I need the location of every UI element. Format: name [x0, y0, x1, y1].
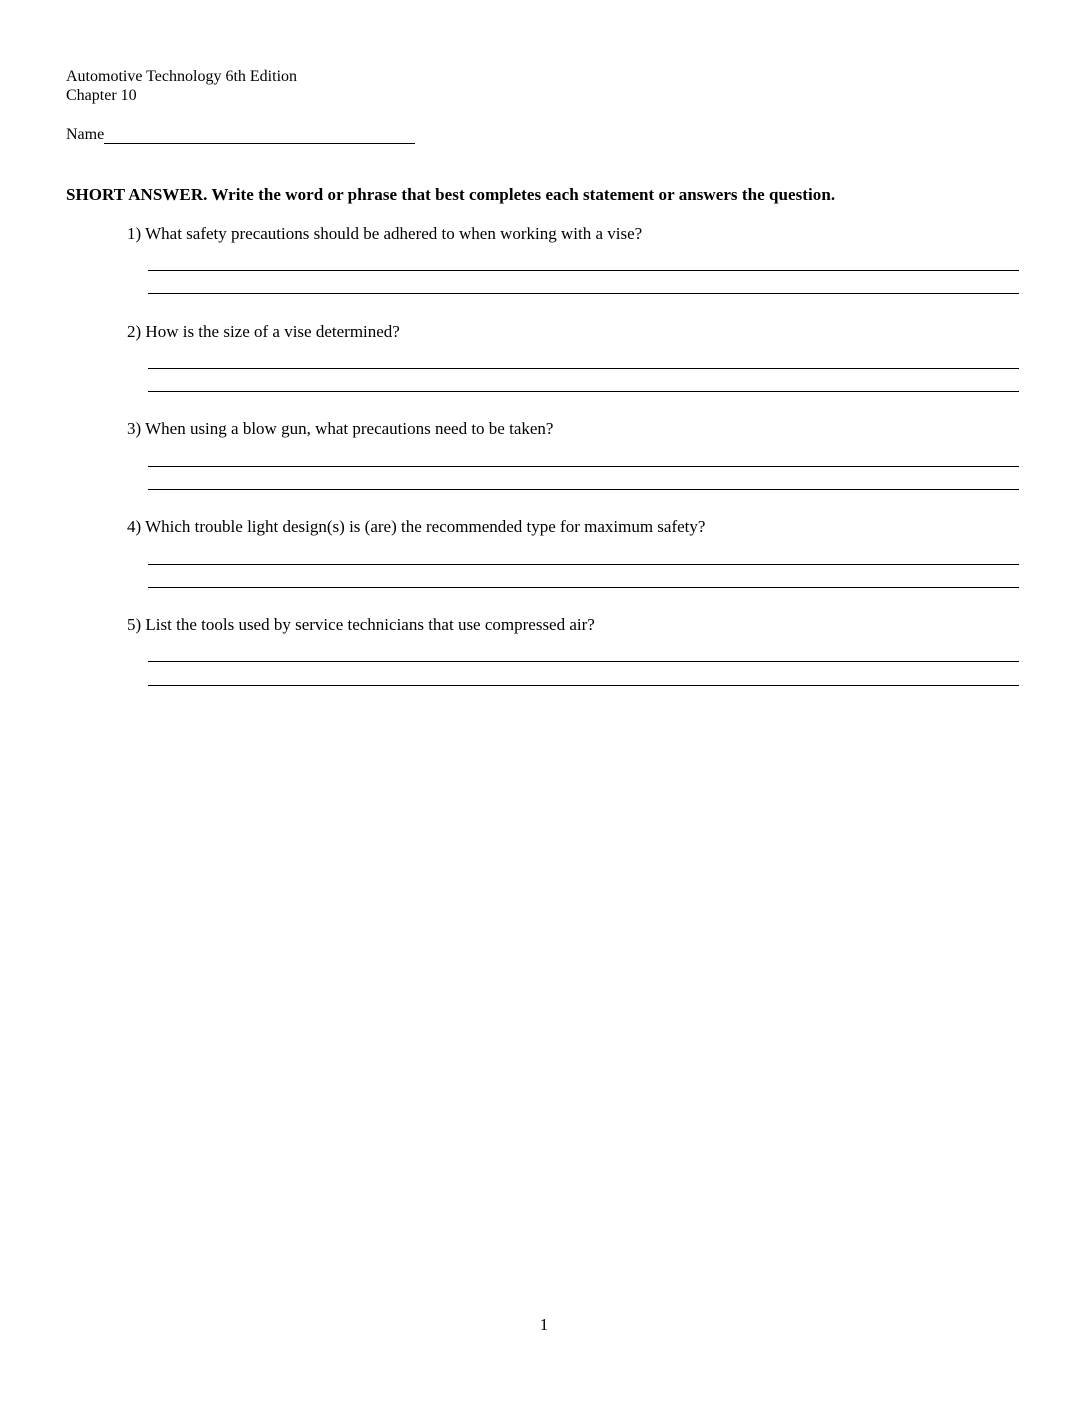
answer-line[interactable] [148, 587, 1019, 588]
name-row [66, 125, 415, 144]
answer-line[interactable] [148, 368, 1019, 369]
chapter-label: Chapter 10 [66, 87, 137, 104]
book-title: Automotive Technology 6th Edition [66, 68, 298, 85]
name-label: Name [66, 126, 105, 143]
answer-line[interactable] [148, 391, 1019, 392]
question-4: 4) Which trouble light design(s) is (are) the recommended type for maximum safety? [127, 517, 706, 536]
question-2: 2) How is the size of a vise determined? [127, 322, 400, 341]
question-5: 5) List the tools used by service technicians that use compressed air? [127, 615, 595, 634]
answer-line[interactable] [148, 489, 1019, 490]
name-field-line[interactable] [104, 125, 415, 144]
answer-line[interactable] [148, 564, 1019, 565]
answer-line[interactable] [148, 293, 1019, 294]
document-header [66, 67, 297, 105]
question-1: 1) What safety precautions should be adhered to when working with a vise? [127, 224, 643, 243]
question-3: 3) When using a blow gun, what precautions need to be taken? [127, 419, 554, 438]
section-instructions: SHORT ANSWER. Write the word or phrase that best completes each statement or answers the question. [66, 185, 836, 204]
answer-line[interactable] [148, 466, 1019, 467]
answer-line[interactable] [148, 661, 1019, 662]
answer-line[interactable] [148, 270, 1019, 271]
page-number: 1 [539, 1315, 549, 1334]
answer-line[interactable] [148, 685, 1019, 686]
